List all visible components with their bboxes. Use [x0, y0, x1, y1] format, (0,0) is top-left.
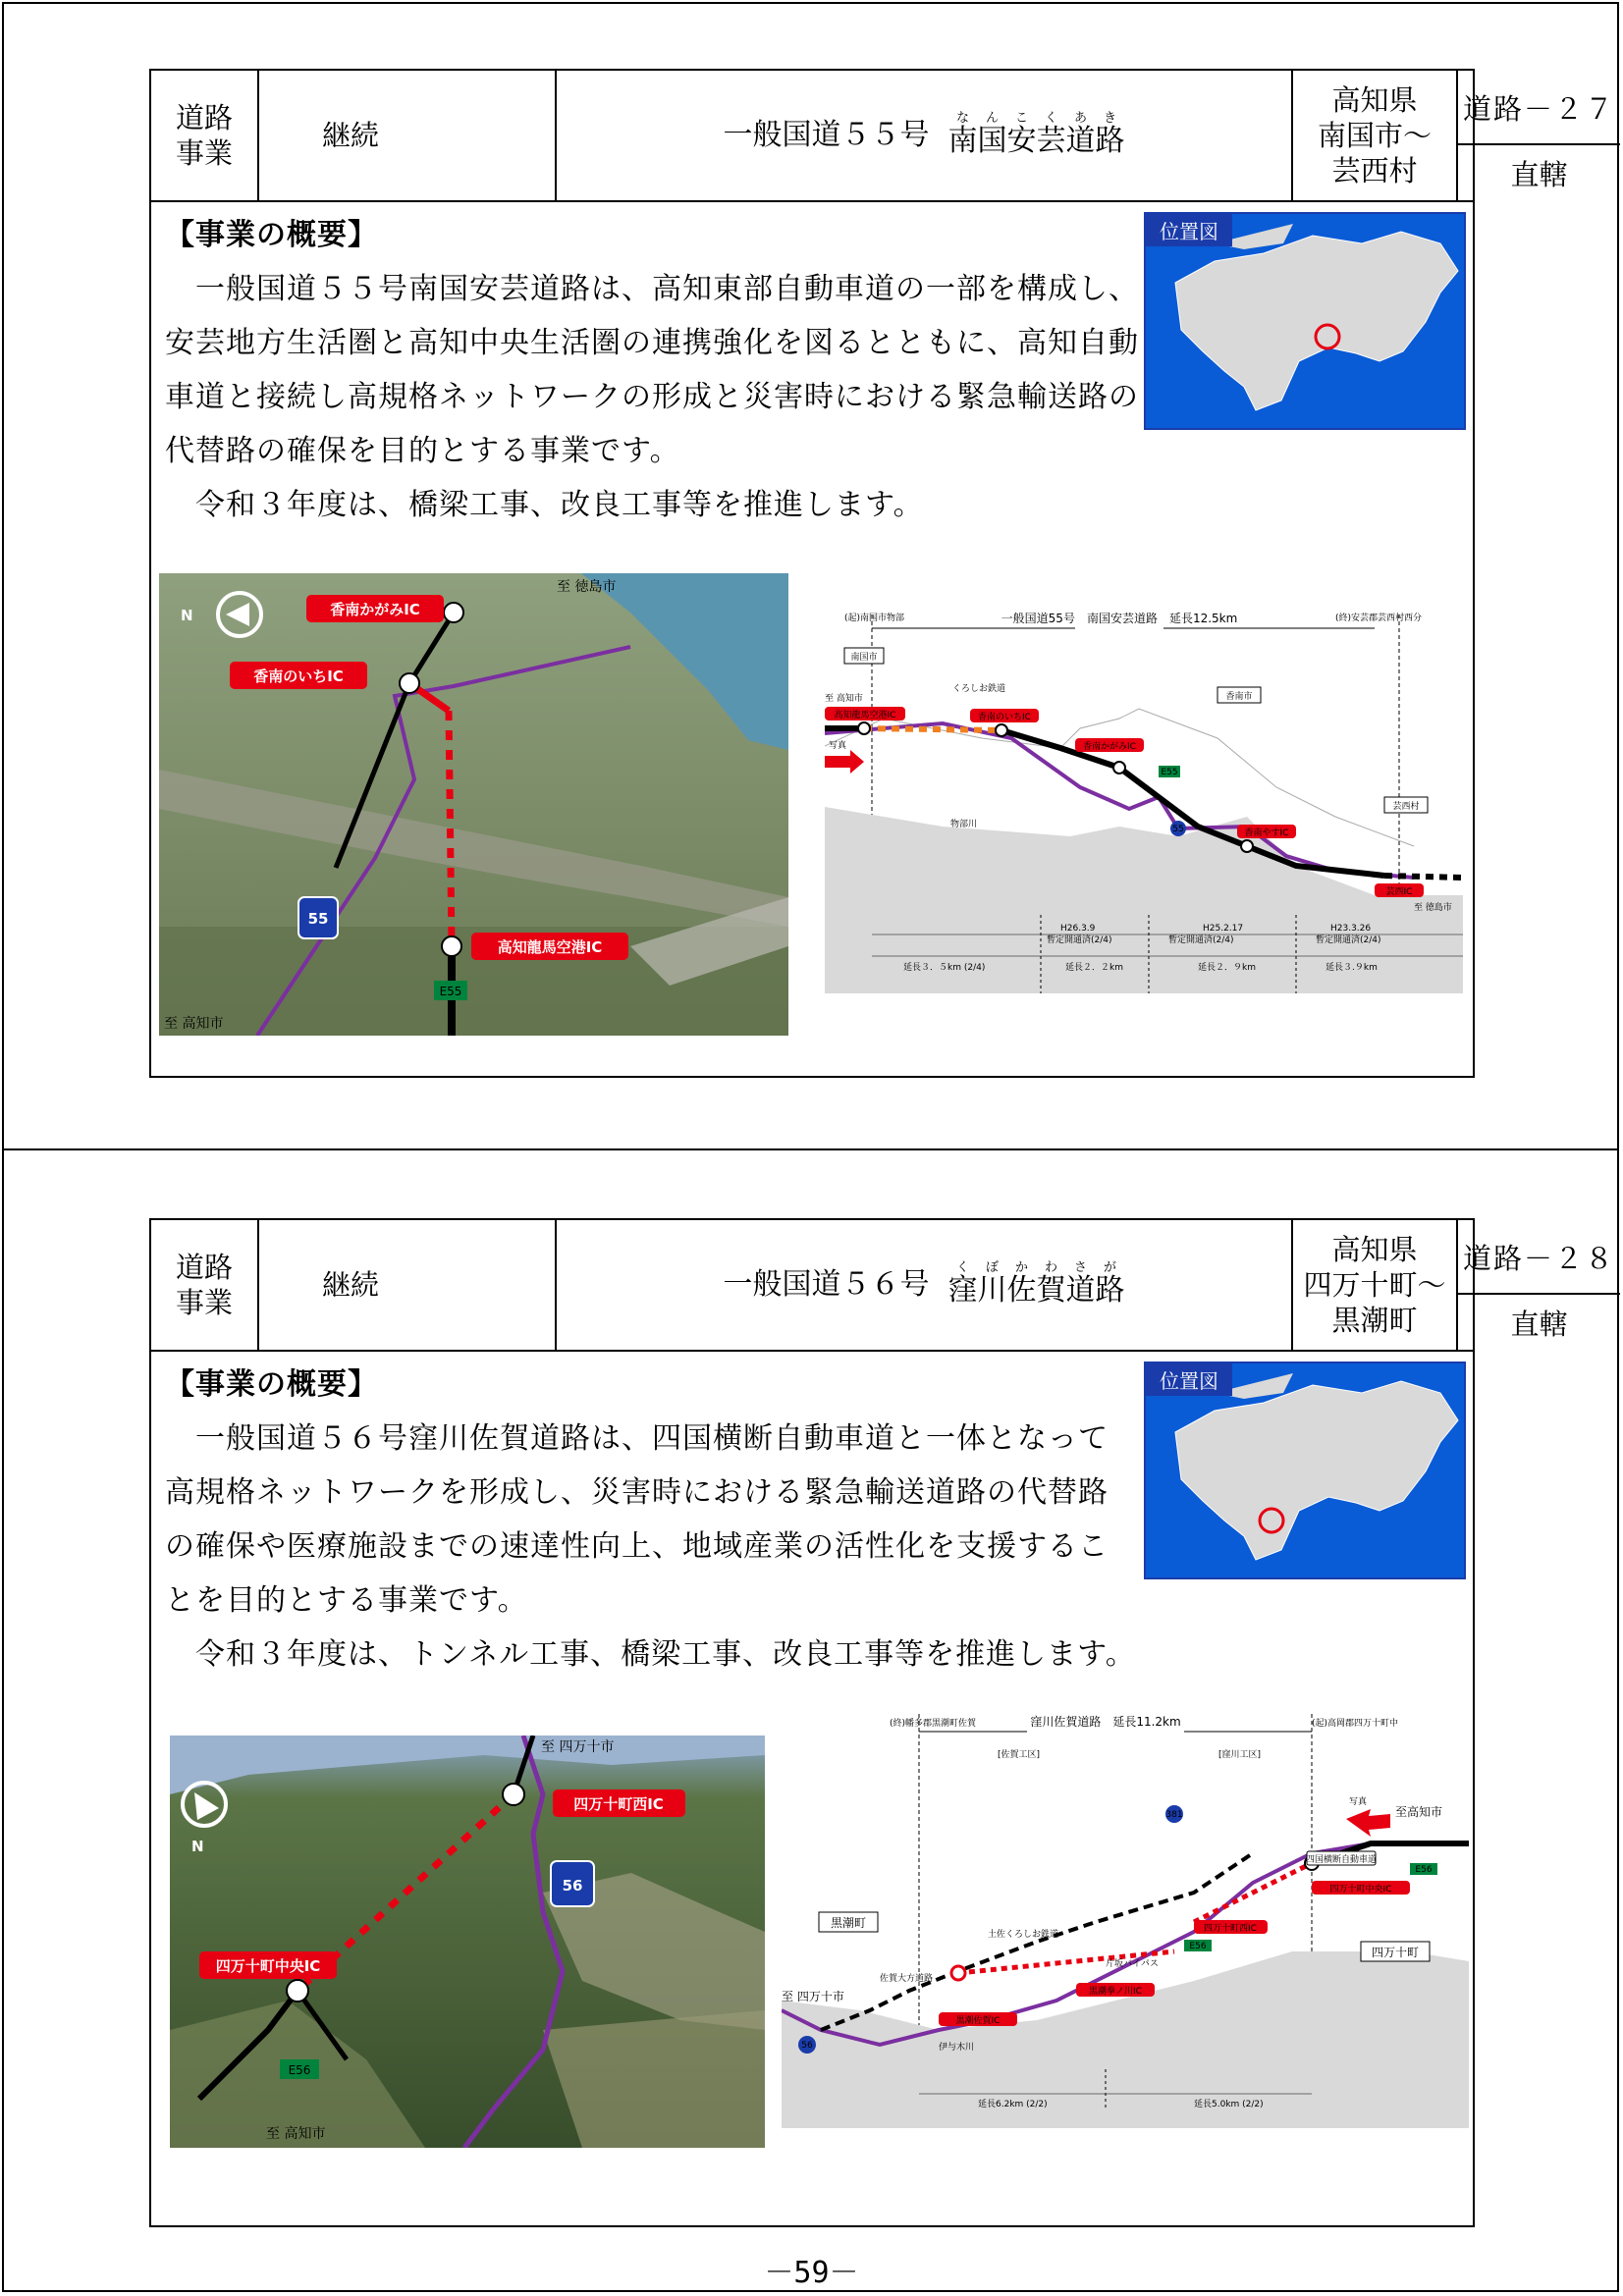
dg-end: (終)幡多郡黒潮町佐賀 — [890, 1719, 977, 1729]
dg-ic-kushiro: 黒潮拳ノ川IC — [1089, 1987, 1142, 1997]
page-divider — [2, 1148, 1619, 1150]
dg-city-konan: 香南市 — [1225, 692, 1253, 702]
dg-start: (起)高岡郡四万十町中 — [1312, 1719, 1399, 1729]
dg-date-1-note: 暫定開通済(2/4) — [1047, 935, 1112, 945]
dg-e56-a: E56 — [1415, 1865, 1433, 1875]
dg-seg-3: 延長２．９km — [1198, 963, 1256, 973]
dg-seg-4: 延長３.９km — [1325, 963, 1378, 973]
diagram-title: 一般国道55号 南国安芸道路 延長12.5km — [1001, 612, 1238, 625]
route-name: 一般国道５６号 — [723, 1267, 930, 1303]
compass-n: N — [191, 1838, 204, 1855]
dg-railway: くろしお鉄道 — [952, 684, 1006, 694]
jurisdiction-cell: 直轄 — [1510, 1307, 1568, 1341]
overview-line-3: の確保や医療施設までの速達性向上、地域産業の活性化を支援するこ — [165, 1529, 1109, 1564]
status-cell: 継続 — [259, 1220, 557, 1350]
ic-label-shimanto-west: 四万十町西IC — [573, 1795, 664, 1813]
dg-seg-kubokawa: 延長5.0km (2/2) — [1194, 2100, 1264, 2109]
overview-text — [165, 208, 1139, 532]
dg-date-2: H25.2.17 — [1203, 924, 1244, 934]
category-cell: 道路 事業 — [151, 71, 259, 200]
dg-e56-b: E56 — [1189, 1942, 1207, 1951]
location-map — [1144, 1362, 1466, 1579]
dg-ic-west: 四万十町西IC — [1204, 1924, 1257, 1934]
dg-seg-2: 延長２．２km — [1065, 963, 1123, 973]
location-map — [1144, 212, 1466, 430]
route-diagram-graphic — [782, 1706, 1469, 2128]
to-shimanto-label: 至 四万十市 — [541, 1739, 615, 1755]
fy-plan: 令和３年度は、トンネル工事、橋梁工事、改良工事等を推進します。 — [165, 1637, 1136, 1672]
aerial-photo-graphic — [159, 573, 788, 1036]
route-diagram — [782, 1706, 1469, 2128]
route-diagram — [825, 601, 1463, 1023]
dg-ic-center: 四万十町中央IC — [1329, 1885, 1392, 1895]
dg-ic-airport: 高知龍馬空港IC — [834, 711, 896, 721]
status-cell: 継続 — [259, 71, 557, 200]
location-cell: 高知県 四万十町～ 黒潮町 — [1293, 1220, 1458, 1350]
dg-road: 佐賀大方道路 — [880, 1974, 934, 1984]
dg-city-nankoku: 南国市 — [850, 653, 878, 663]
overview-line-2: 安芸地方生活圏と高知中央生活圏の連携強化を図るとともに、高知自動 — [165, 326, 1139, 360]
dg-railway: 土佐くろしお鉄道 — [988, 1930, 1059, 1940]
dg-to-shimanto: 至 四万十市 — [782, 1990, 844, 2003]
dg-date-2-note: 暫定開通済(2/4) — [1168, 935, 1234, 945]
overview-line-1: 一般国道５５号南国安芸道路は、高知東部自動車道の一部を構成し、 — [165, 272, 1139, 306]
ic-label-kagami: 香南かがみIC — [330, 601, 420, 618]
dg-route-55: 55 — [1172, 825, 1184, 834]
dg-photo-marker: 写真 — [1349, 1797, 1368, 1807]
project-title — [557, 71, 1293, 200]
dg-town-kuroshio: 黒潮町 — [830, 1916, 867, 1930]
aerial-photo — [170, 1735, 765, 2148]
dg-seg-1: 延長３．５km (2/4) — [903, 963, 986, 973]
overview-line-4: 代替路の確保を目的とする事業です。 — [165, 434, 680, 468]
dg-town-shimanto: 四万十町 — [1371, 1946, 1420, 1959]
overview-heading: 【事業の概要】 — [165, 218, 378, 252]
project-code: 道路－２８ — [1458, 1220, 1620, 1295]
project-header — [151, 71, 1615, 202]
dg-section-saga: [佐賀工区] — [998, 1750, 1041, 1760]
dg-ic-kagami: 香南かがみIC — [1083, 742, 1136, 752]
to-kochi-label: 至 高知市 — [266, 2126, 326, 2142]
dg-river: 物部川 — [950, 820, 978, 829]
location-map-label: 位置図 — [1146, 214, 1232, 246]
project-header — [151, 1220, 1615, 1352]
dg-city-geisei: 芸西村 — [1392, 802, 1420, 812]
e55-sign: E55 — [439, 985, 462, 998]
dg-date-3: H23.3.26 — [1330, 924, 1372, 934]
ic-label-airport: 高知龍馬空港IC — [497, 938, 603, 956]
diagram-start: (起)南国市物部 — [844, 614, 905, 623]
route-56-shield: 56 — [562, 1877, 583, 1895]
overview-line-3: 車道と接続し高規格ネットワークの形成と災害時における緊急輸送路の — [165, 380, 1139, 414]
aerial-photo-graphic — [170, 1735, 765, 2148]
project-title — [557, 1220, 1293, 1350]
e56-sign: E56 — [288, 2063, 311, 2077]
overview-text — [165, 1358, 1136, 1682]
fy-plan: 令和３年度は、橋梁工事、改良工事等を推進します。 — [165, 488, 924, 522]
location-map-label: 位置図 — [1146, 1363, 1232, 1396]
overview-line-2: 高規格ネットワークを形成し、災害時における緊急輸送道路の代替路 — [165, 1475, 1109, 1510]
dg-ic-geisei: 芸西IC — [1385, 887, 1413, 897]
dg-ic-noichi: 香南のいちIC — [978, 713, 1031, 722]
jurisdiction-cell: 直轄 — [1510, 157, 1568, 191]
dg-route-381: 381 — [1165, 1810, 1183, 1820]
dg-river: 伊与木川 — [939, 2043, 975, 2053]
project-code: 道路－２７ — [1458, 71, 1620, 145]
route-diagram-graphic — [825, 601, 1463, 1023]
diagram-title: 窪川佐賀道路 延長11.2km — [1030, 1715, 1181, 1729]
dg-to-kochi: 至 高知市 — [825, 694, 863, 704]
overview-line-1: 一般国道５６号窪川佐賀道路は、四国横断自動車道と一体となって — [165, 1421, 1109, 1456]
ic-label-shimanto-center: 四万十町中央IC — [215, 1957, 321, 1975]
dg-photo-marker: 写真 — [829, 741, 847, 751]
route-55-shield: 55 — [307, 910, 329, 928]
dg-seg-saga: 延長6.2km (2/2) — [978, 2100, 1048, 2109]
road-name: 窪川佐賀道路くぼかわさが — [947, 1260, 1125, 1308]
dg-to-tokushima: 至 徳島市 — [1414, 903, 1452, 913]
project-card-27 — [149, 69, 1615, 1078]
location-cell: 高知県 南国市～ 芸西村 — [1293, 71, 1458, 200]
dg-to-kochi: 至高知市 — [1395, 1805, 1443, 1819]
ic-label-noichi: 香南のいちIC — [253, 667, 344, 685]
dg-date-3-note: 暫定開通済(2/4) — [1316, 935, 1381, 945]
dg-expressway-label: 四国横断自動車道 — [1305, 1855, 1378, 1865]
dg-section-kubokawa: [窪川工区] — [1218, 1750, 1262, 1760]
project-card-28 — [149, 1218, 1615, 2227]
road-name: 南国安芸道路なんこくあき — [947, 111, 1125, 159]
dg-date-1: H26.3.9 — [1060, 924, 1096, 934]
to-tokushima-label: 至 徳島市 — [557, 579, 617, 595]
diagram-end: (終)安芸郡芸西村西分 — [1335, 614, 1423, 623]
route-name: 一般国道５５号 — [723, 118, 930, 153]
dg-route-56: 56 — [801, 2041, 813, 2051]
page-number: －59－ — [764, 2256, 859, 2290]
dg-ic-yasu: 香南やすIC — [1244, 828, 1289, 838]
to-kochi-label: 至 高知市 — [164, 1016, 224, 1032]
dg-ic-saga: 黒潮佐賀IC — [955, 2016, 1001, 2026]
dg-bypass: 片坂バイパス — [1106, 1959, 1159, 1969]
overview-line-4: とを目的とする事業です。 — [165, 1583, 528, 1618]
overview-heading: 【事業の概要】 — [165, 1367, 378, 1402]
dg-e55: E55 — [1161, 768, 1178, 777]
aerial-photo — [159, 573, 788, 1036]
compass-n: N — [181, 607, 193, 624]
category-cell: 道路 事業 — [151, 1220, 259, 1350]
